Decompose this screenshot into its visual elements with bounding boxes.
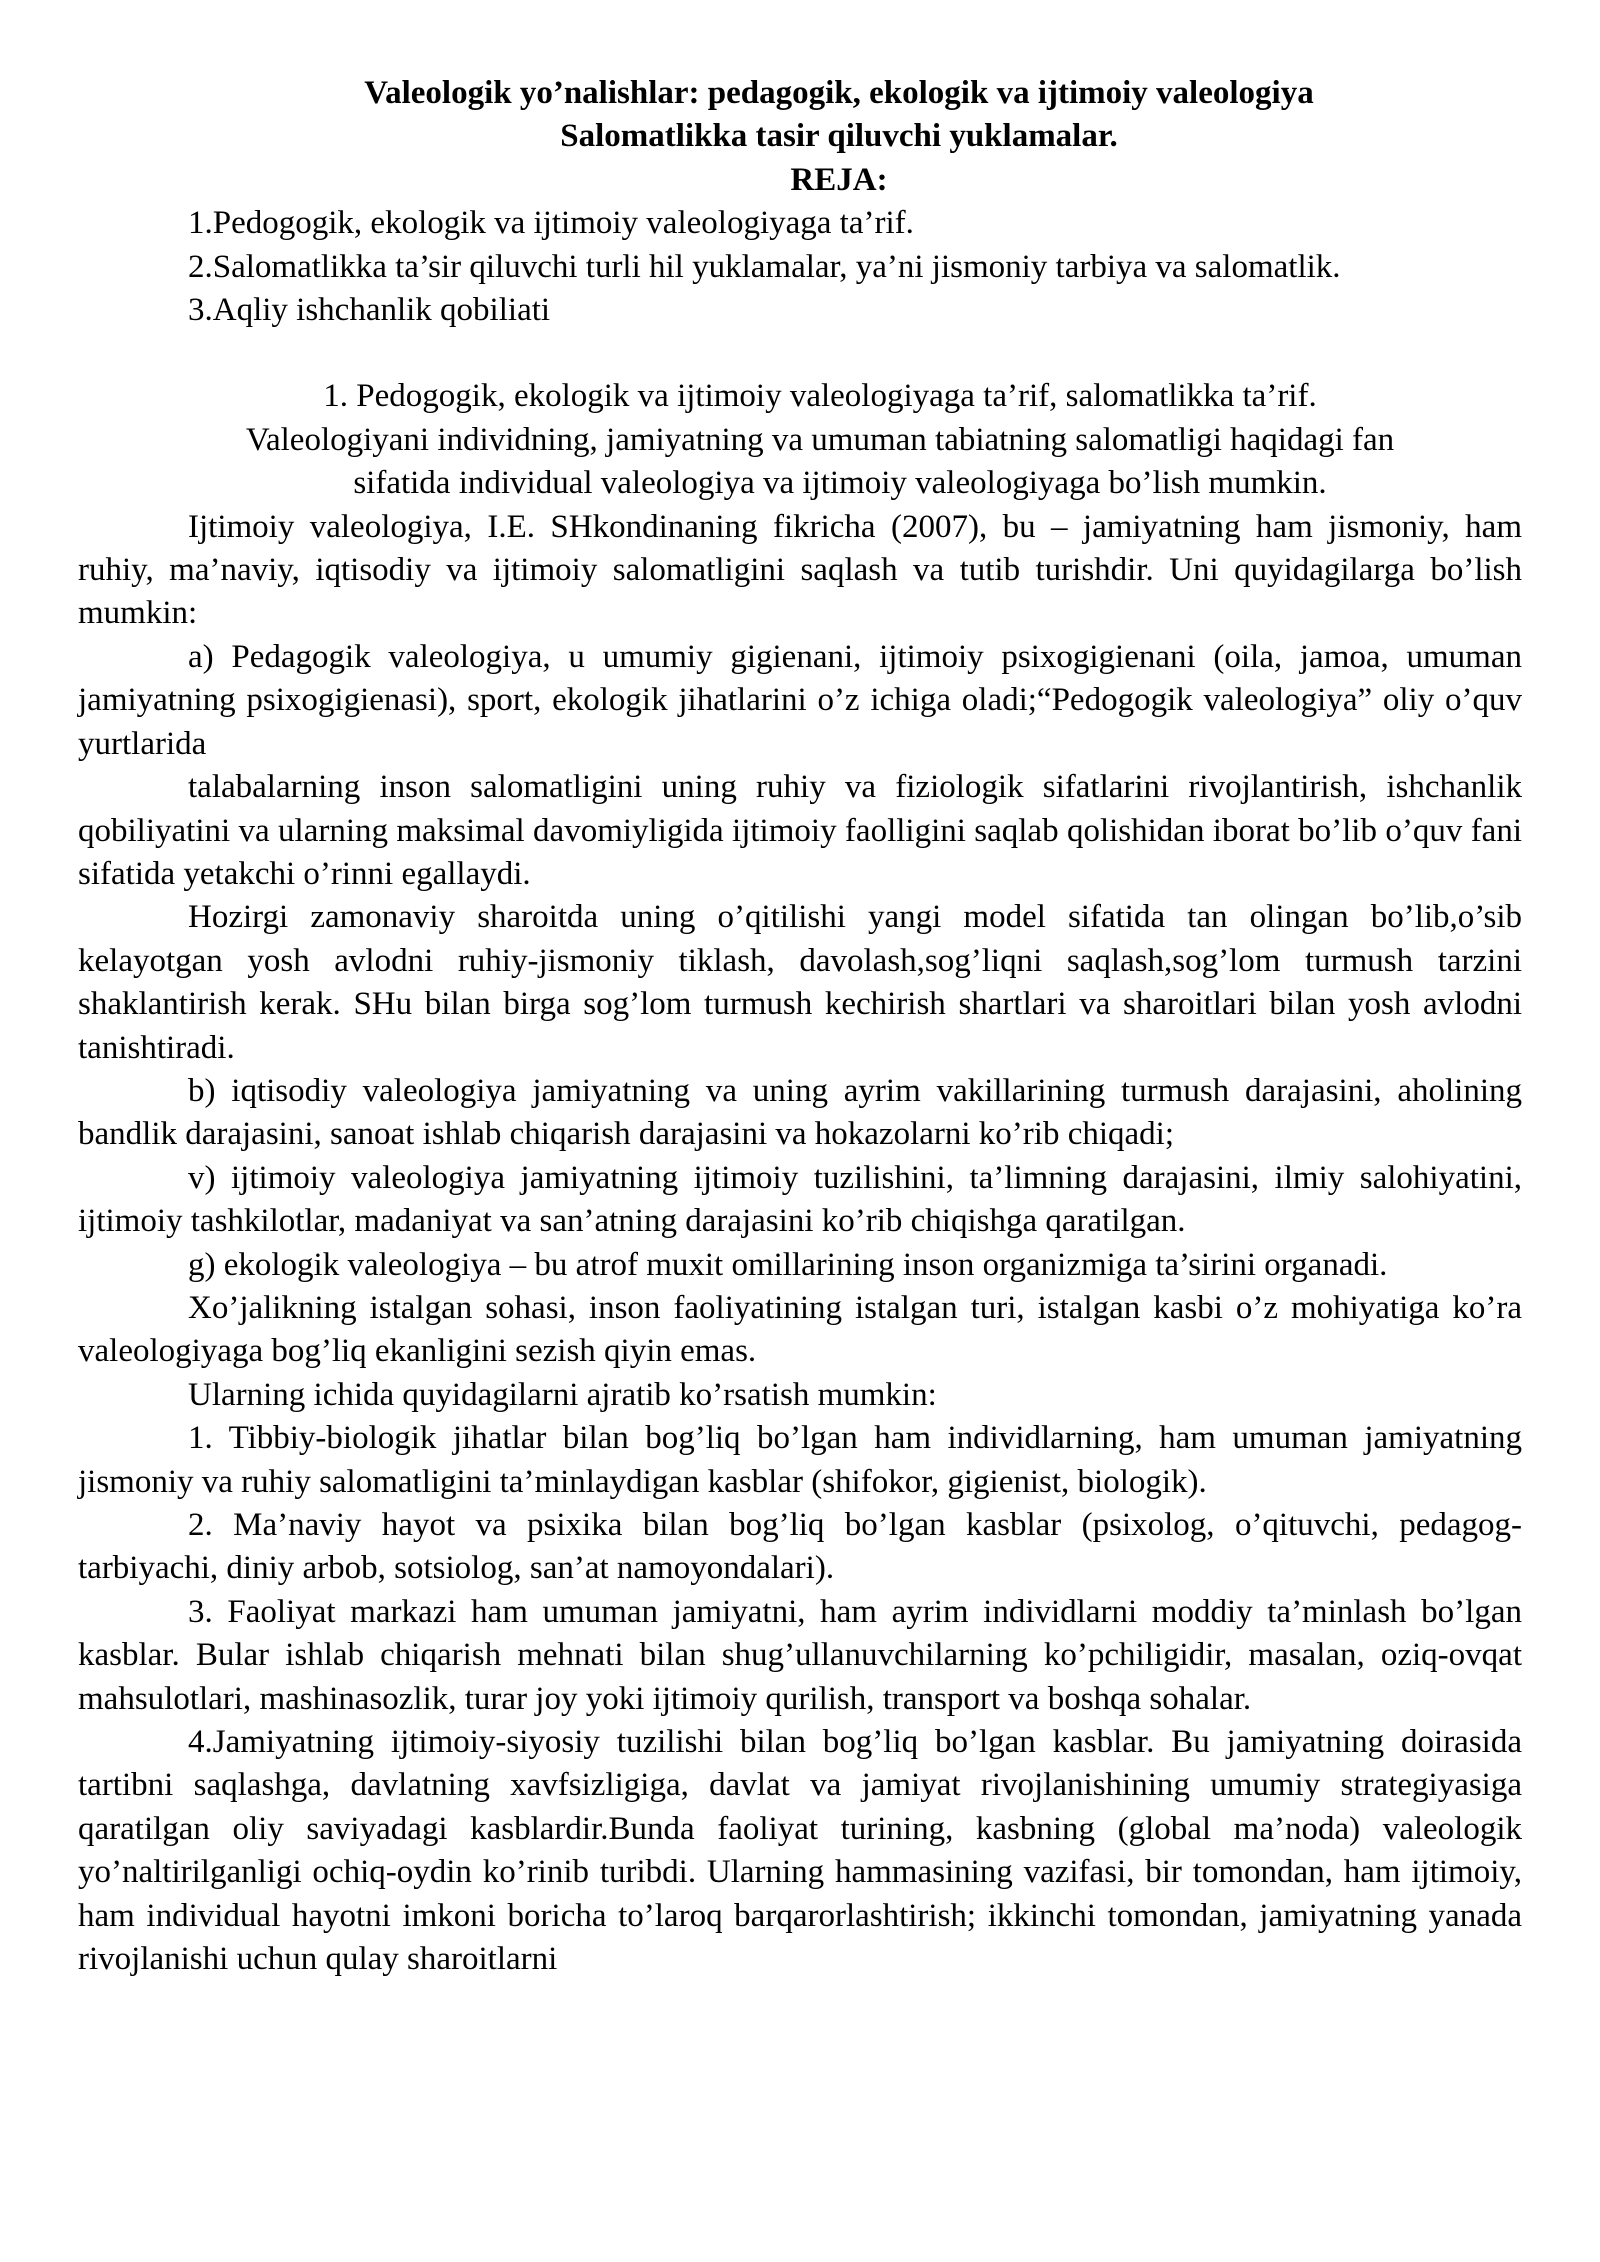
paragraph: 2. Ma’naviy hayot va psixika bilan bog’liq bo’lgan kasblar (psixolog, o’qituvchi, pedagog-tarbiyachi, diniy arbob, sotsiolog, san’at namoyondalari). xyxy=(78,1507,1522,1587)
intro-line: sifatida individual valeologiya va ijtimoiy valeologiyaga bo’lish mumkin. xyxy=(353,465,1327,502)
paragraph: v) ijtimoiy valeologiya jamiyatning ijtimoiy tuzilishini, ta’limning darajasini, ilmiy salohiyatini, ijtimoiy tashkilotlar, madaniyat va san’atning darajasini ko’rib chiqishga qaratilgan. xyxy=(78,1159,1522,1240)
paragraph: 3. Faoliyat markazi ham umuman jamiyatni, ham ayrim individlarni moddiy ta’minlash bo’lgan kasblar. Bular ishlab chiqarish mehnati bilan shug’ullanuvchilarning ko’pchiligidir, masalan, oziq-ovqat mahsulotlari, mashinasozlik, turar joy yoki ijtimoiy qurilish, transport va boshqa sohalar. xyxy=(78,1593,1522,1717)
spacer xyxy=(78,332,1522,375)
plan-item: 3.Aqliy ishchanlik qobiliati xyxy=(188,292,551,329)
paragraph: b) iqtisodiy valeologiya jamiyatning va uning ayrim vakillarining turmush darajasini, aholining bandlik darajasini, sanoat ishlab chiqarish darajasini va hokazolarni ko’rib chiqadi; xyxy=(78,1072,1522,1153)
paragraph: Hozirgi zamonaviy sharoitda uning o’qitilishi yangi model sifatida tan olingan bo’lib,o’sib kelayotgan yosh avlodni ruhiy-jismoniy tiklash, davolash,sog’liqni saqlash,sog’lom turmush tarzini shaklantirish kerak. SHu bilan birga sog’lom turmush kechirish shartlari va sharoitlari bilan yosh avlodni tanishtiradi. xyxy=(78,899,1522,1066)
paragraph: talabalarning inson salomatligini uning ruhiy va fiziologik sifatlarini rivojlantirish, ishchanlik qobiliyatini va ularning maksimal davomiyligida ijtimoiy faolligini saqlab qolishidan iborat bo’lib o’quv fani sifatida yetakchi o’rinni egallaydi. xyxy=(78,769,1522,892)
document-title: Valeologik yo’nalishlar: pedagogik, ekologik va ijtimoiy valeologiya xyxy=(364,75,1314,111)
paragraph: Xo’jalikning istalgan sohasi, inson faoliyatining istalgan turi, istalgan kasbi o’z mohiyatiga ko’ra valeologiyaga bog’liq ekanligini sezish qiyin emas. xyxy=(78,1289,1522,1370)
paragraph: 1. Tibbiy-biologik jihatlar bilan bog’liq bo’lgan ham individlarning, ham umuman jamiyatning jismoniy va ruhiy salomatligini ta’minlaydigan kasblar (shifokor, gigienist, biologik). xyxy=(78,1420,1522,1500)
plan-heading: REJA: xyxy=(790,161,888,198)
paragraph: a) Pedagogik valeologiya, u umumiy gigienani, ijtimoiy psixogigienani (oila, jamoa, umuman jamiyatning psixogigienasi), sport, ekologik jihatlarini o’z ichiga oladi;“Pedogogik valeologiya” oliy o’quv yurtlarida xyxy=(78,638,1522,762)
section-title: 1. Pedogogik, ekologik va ijtimoiy valeologiyaga ta’rif, salomatlikka ta’rif. xyxy=(323,378,1317,415)
paragraph: Ularning ichida quyidagilarni ajratib ko’rsatish mumkin: xyxy=(188,1376,937,1413)
paragraph: Ijtimoiy valeologiya, I.E. SHkondinaning fikricha (2007), bu – jamiyatning ham jismoniy, ham ruhiy, ma’naviy, iqtisodiy va ijtimoiy salomatligini saqlash va tutib turishdir. Uni quyidagilarga bo’lish mumkin: xyxy=(78,508,1522,632)
paragraph: 4.Jamiyatning ijtimoiy-siyosiy tuzilishi bilan bog’liq bo’lgan kasblar. Bu jamiyatning doirasida tartibni saqlashga, davlatning xavfsizligiga, davlat va jamiyat rivojlanishining umumiy strategiyasiga qaratilgan oliy saviyadagi kasblardir.Bunda faoliyat turining, kasbning (global ma’noda) valeologik yo’naltirilganligi ochiq-oydin ko’rinib turibdi. Ularning hammasining vazifasi, bir tomondan, ham ijtimoiy, ham individual hayotni imkoni boricha to’laroq barqarorlashtirish; ikkinchi tomondan, jamiyatning yanada rivojlanishi uchun qulay sharoitlarni xyxy=(78,1724,1522,1978)
plan-list xyxy=(78,202,1522,332)
intro-line: Valeologiyani individning, jamiyatning va umuman tabiatning salomatligi haqidagi fan xyxy=(245,421,1395,458)
plan-item: 1.Pedogogik, ekologik va ijtimoiy valeologiyaga ta’rif. xyxy=(188,205,914,242)
intro-paragraph xyxy=(78,419,1522,506)
plan-item: 2.Salomatlikka ta’sir qiluvchi turli hil yuklamalar, ya’ni jismoniy tarbiya va salomatlik. xyxy=(188,248,1341,285)
paragraph: g) ekologik valeologiya – bu atrof muxit omillarining inson organizmiga ta’sirini organadi. xyxy=(188,1246,1388,1283)
document-subtitle: Salomatlikka tasir qiluvchi yuklamalar. xyxy=(560,118,1118,155)
